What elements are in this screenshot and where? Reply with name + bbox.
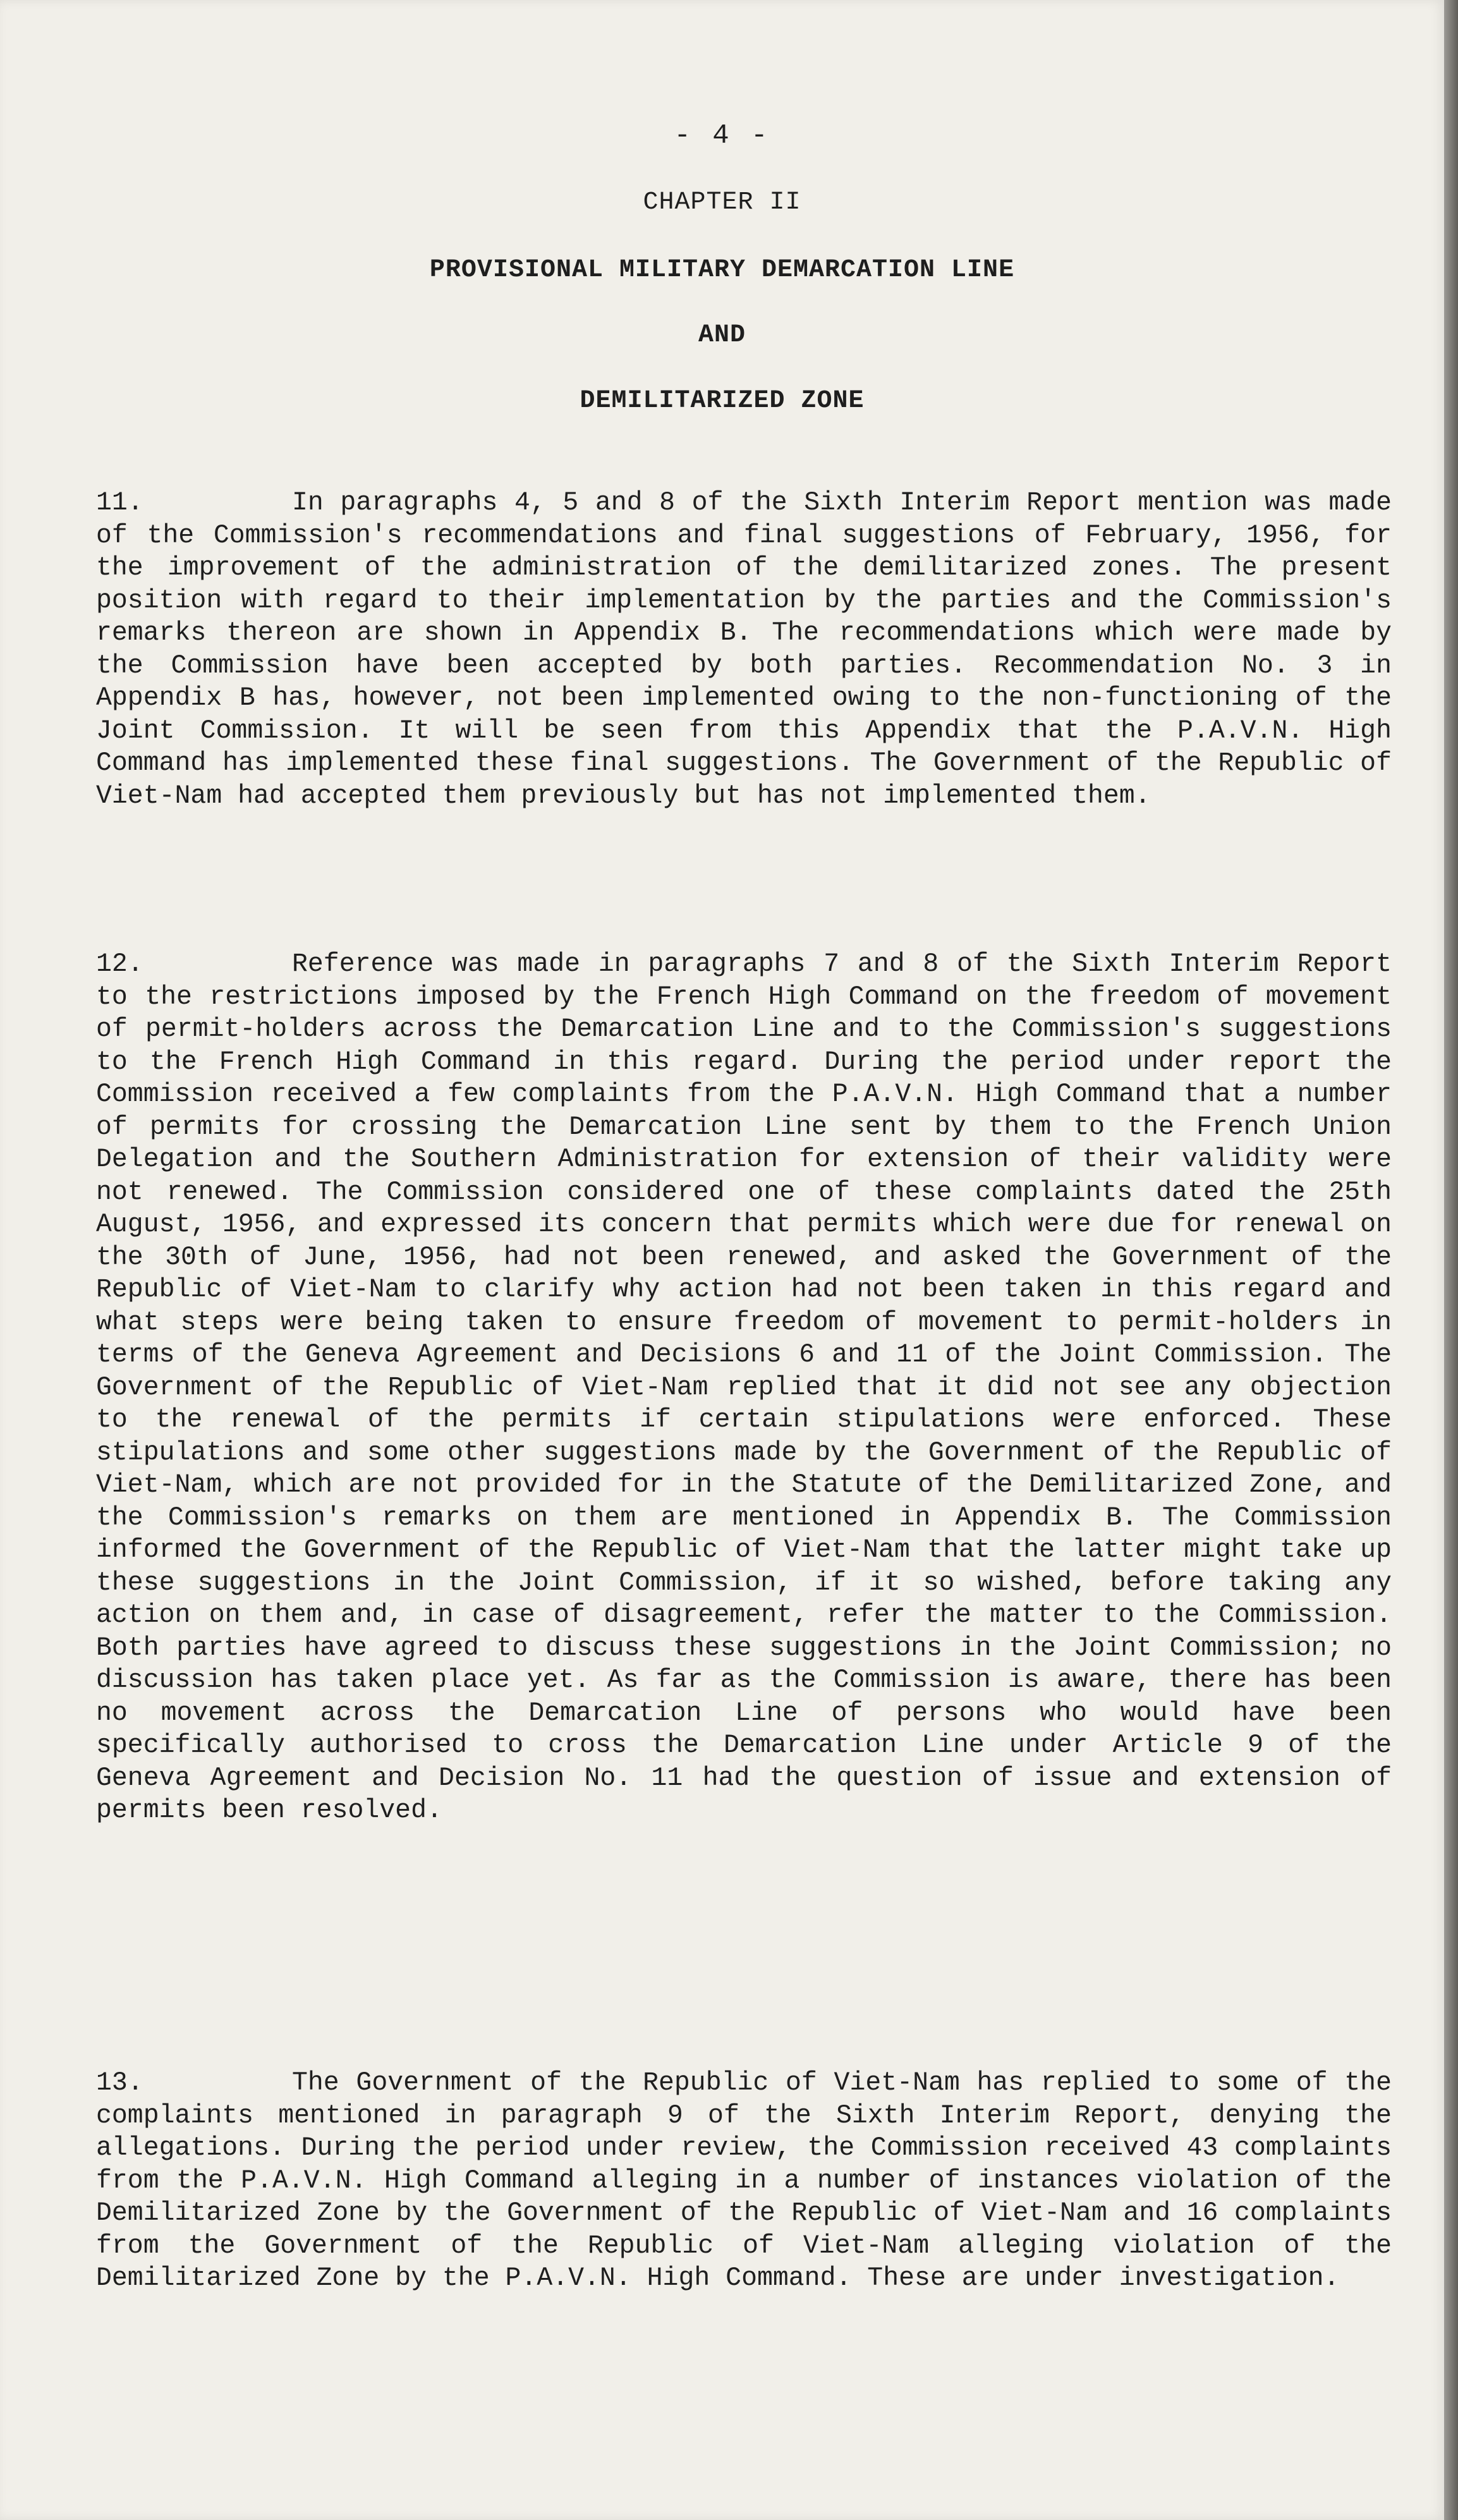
chapter-heading: CHAPTER II	[643, 188, 801, 217]
paragraph-11	[96, 487, 1392, 812]
paragraph-number: 13.	[96, 2068, 143, 2098]
chapter-title-and: AND	[698, 321, 746, 350]
paragraph-text: The Government of the Republic of Viet-Nam has replied to some of the complaints mentioned in paragraph 9 of the Sixth Interim Report, denying the allegations. During the period under review, the Commission received 43 complaints from the P.A.V.N. High Command alleging in a number of instances violation of the Demilitarized Zone by the Government of the Republic of Viet-Nam and 16 complaints from the Government of the Republic of Viet-Nam alleging violation of the Demilitarized Zone by the P.A.V.N. High Command. These are under investigation.	[96, 2068, 1392, 2293]
page-number: - 4 -	[674, 120, 770, 152]
paragraph-text: In paragraphs 4, 5 and 8 of the Sixth Interim Report mention was made of the Commission's recommendations and final suggestions of February, 1956, for the improvement of the administration of the demilitarized zones. The present position with regard to their implementation by the parties and the Commission's remarks thereon are shown in Appendix B. The recommendations which were made by the Commission have been accepted by both parties. Recommendation No. 3 in Appendix B has, however, not been implemented owing to the non-functioning of the Joint Commission. It will be seen from this Appendix that the P.A.V.N. High Command has implemented these final suggestions. The Government of the Republic of Viet-Nam had accepted them previously but has not implemented them.	[96, 488, 1392, 811]
paragraph-number: 12.	[96, 949, 143, 979]
paragraph-text: Reference was made in paragraphs 7 and 8 of the Sixth Interim Report to the restrictions imposed by the French High Command on the freedom of movement of permit-holders across the Demarcation Line and to the Commission's suggestions to the French High Command in this regard. During the period under report the Commission received a few complaints from the P.A.V.N. High Command that a number of permits for crossing the Demarcation Line sent by them to the French Union Delegation and the Southern Administration for extension of their validity were not renewed. The Commission considered one of these complaints dated the 25th August, 1956, and expressed its concern that permits which were due for renewal on the 30th of June, 1956, had not been renewed, and asked the Government of the Republic of Viet-Nam to clarify why action had not been taken in this regard and what steps were being taken to ensure freedom of movement to permit-holders in terms of the Geneva Agreement and Decisions 6 and 11 of the Joint Commission. The Government of the Republic of Viet-Nam replied that it did not see any objection to the renewal of the permits if certain stipulations were enforced. These stipulations and some other suggestions made by the Government of the Republic of Viet-Nam, which are not provided for in the Statute of the Demilitarized Zone, and the Commission's remarks on them are mentioned in Appendix B. The Commission informed the Government of the Republic of Viet-Nam that the latter might take up these suggestions in the Joint Commission, if it so wished, before taking any action on them and, in case of disagreement, refer the matter to the Commission. Both parties have agreed to discuss these suggestions in the Joint Commission; no discussion has taken place yet. As far as the Commission is aware, there has been no movement across the Demarcation Line of persons who would have been specifically authorised to cross the Demarcation Line under Article 9 of the Geneva Agreement and Decision No. 11 had the question of issue and extension of permits been resolved.	[96, 949, 1392, 1825]
chapter-subtitle: DEMILITARIZED ZONE	[580, 387, 865, 415]
paragraph-13	[96, 2067, 1392, 2295]
paragraph-12	[96, 948, 1392, 1827]
page-edge-shadow	[1444, 0, 1458, 2520]
chapter-title: PROVISIONAL MILITARY DEMARCATION LINE	[429, 256, 1015, 284]
paragraph-number: 11.	[96, 488, 143, 518]
